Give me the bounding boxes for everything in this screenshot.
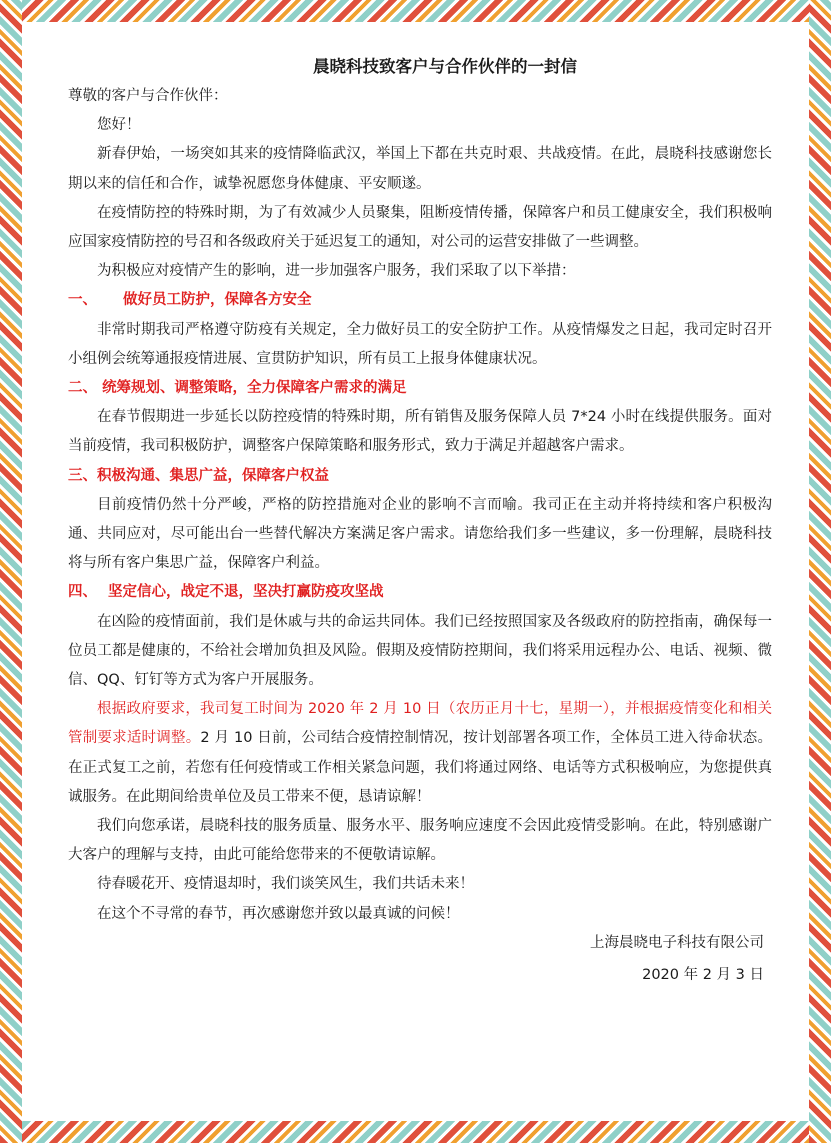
section-body: 在春节假期进一步延长以防控疫情的特殊时期，所有销售及服务保障人员 7*24 小时在线提供服务。面对当前疫情，我司积极防护，调整客户保障策略和服务形式，致力于满足并超越客户需求。 (68, 409, 772, 455)
notice-details: 2 月 10 日前，公司结合疫情控制情况，按计划部署各项工作，全体员工进入待命状态。在正式复工之前，若您有任何疫情或工作相关紧急问题，我们将通过网络、电话等方式积极响应，为您提供真诚服务。在此期间给贵单位及员工带来不便，恳请谅解！ (68, 730, 772, 805)
intro-paragraph: 在疫情防控的特殊时期，为了有效减少人员聚集，阻断疫情传播，保障客户和员工健康安全，我们积极响应国家疫情防控的号召和各级政府关于延迟复工的通知，对公司的运营安排做了一些调整。 (68, 204, 772, 251)
salutation: 尊敬的客户与合作伙伴： (68, 88, 228, 104)
section-number: 三、 (68, 467, 97, 484)
intro-paragraph: 为积极应对疫情产生的影响，进一步加强客户服务，我们采取了以下举措： (97, 263, 576, 280)
section-heading-text: 统筹规划、调整策略，全力保障客户需求的满足 (102, 380, 407, 397)
intro-paragraph: 新春伊始，一场突如其来的疫情降临武汉，举国上下都在共克时艰、共战疫情。在此，晨晓科技感谢您长期以来的信任和合作，诚挚祝愿您身体健康、平安顺遂。 (68, 146, 772, 192)
return-date-notice: 根据政府要求，我司复工时间为 2020 年 2 月 10 日（农历正月十七，星期一），并根据疫情变化和相关管制要求适时调整。 (68, 701, 772, 747)
section-body: 非常时期我司严格遵守防疫有关规定，全力做好员工的安全防护工作。从疫情爆发之日起，我司定时召开小组例会统筹通报疫情进展、宣贯防护知识，所有员工上报身体健康状况。 (68, 321, 772, 367)
section-heading-text: 做好员工防护，保障各方安全 (123, 292, 312, 309)
section-body: 在凶险的疫情面前，我们是休戚与共的命运共同体。我们已经按照国家及各级政府的防控指南，确保每一位员工都是健康的，不给社会增加负担及风险。假期及疫情防控期间，我们将采用远程办公、电话、视频、微信、QQ、钉钉等方式为客户开展服务。 (68, 613, 772, 689)
return-to-work-notice (68, 695, 772, 812)
letter-title: 晨晓科技致客户与合作伙伴的一封信 (313, 57, 577, 76)
section-heading (68, 286, 772, 315)
greeting-line: 您好！ (97, 117, 141, 134)
section-heading (68, 462, 772, 491)
section-heading (68, 578, 772, 607)
decorative-border-bottom (0, 1121, 831, 1143)
closing-paragraph: 在这个不寻常的春节，再次感谢您并致以最真诚的问候！ (97, 905, 460, 922)
decorative-border-left (0, 0, 22, 1143)
section-number: 一、 (68, 292, 97, 309)
closing-paragraph: 我们向您承诺，晨晓科技的服务质量、服务水平、服务响应速度不会因此疫情受影响。在此，特别感谢广大客户的理解与支持，由此可能给您带来的不便敬请谅解。 (68, 818, 772, 864)
company-signature: 上海晨晓电子科技有限公司 (590, 934, 764, 951)
letter-date: 2020 年 2 月 3 日 (642, 967, 764, 984)
section-number: 二、 (68, 380, 97, 397)
section-body: 目前疫情仍然十分严峻，严格的防控措施对企业的影响不言而喻。我司正在主动并将持续和客户积极沟通、共同应对，尽可能出台一些替代解决方案满足客户需求。请您给我们多一些建议，多一份理解，晨晓科技将与所有客户集思广益，保障客户利益。 (68, 496, 772, 572)
section-heading (68, 374, 772, 403)
decorative-border-top (0, 0, 831, 22)
section-heading-text: 积极沟通、集思广益，保障客户权益 (97, 467, 329, 484)
section-heading-text: 坚定信心，战定不退，坚决打赢防疫攻坚战 (108, 584, 384, 601)
closing-paragraph: 待春暖花开、疫情退却时，我们谈笑风生，我们共话未来！ (97, 876, 474, 893)
letter-body (68, 52, 772, 990)
decorative-border-right (809, 0, 831, 1143)
section-number: 四、 (68, 584, 97, 601)
